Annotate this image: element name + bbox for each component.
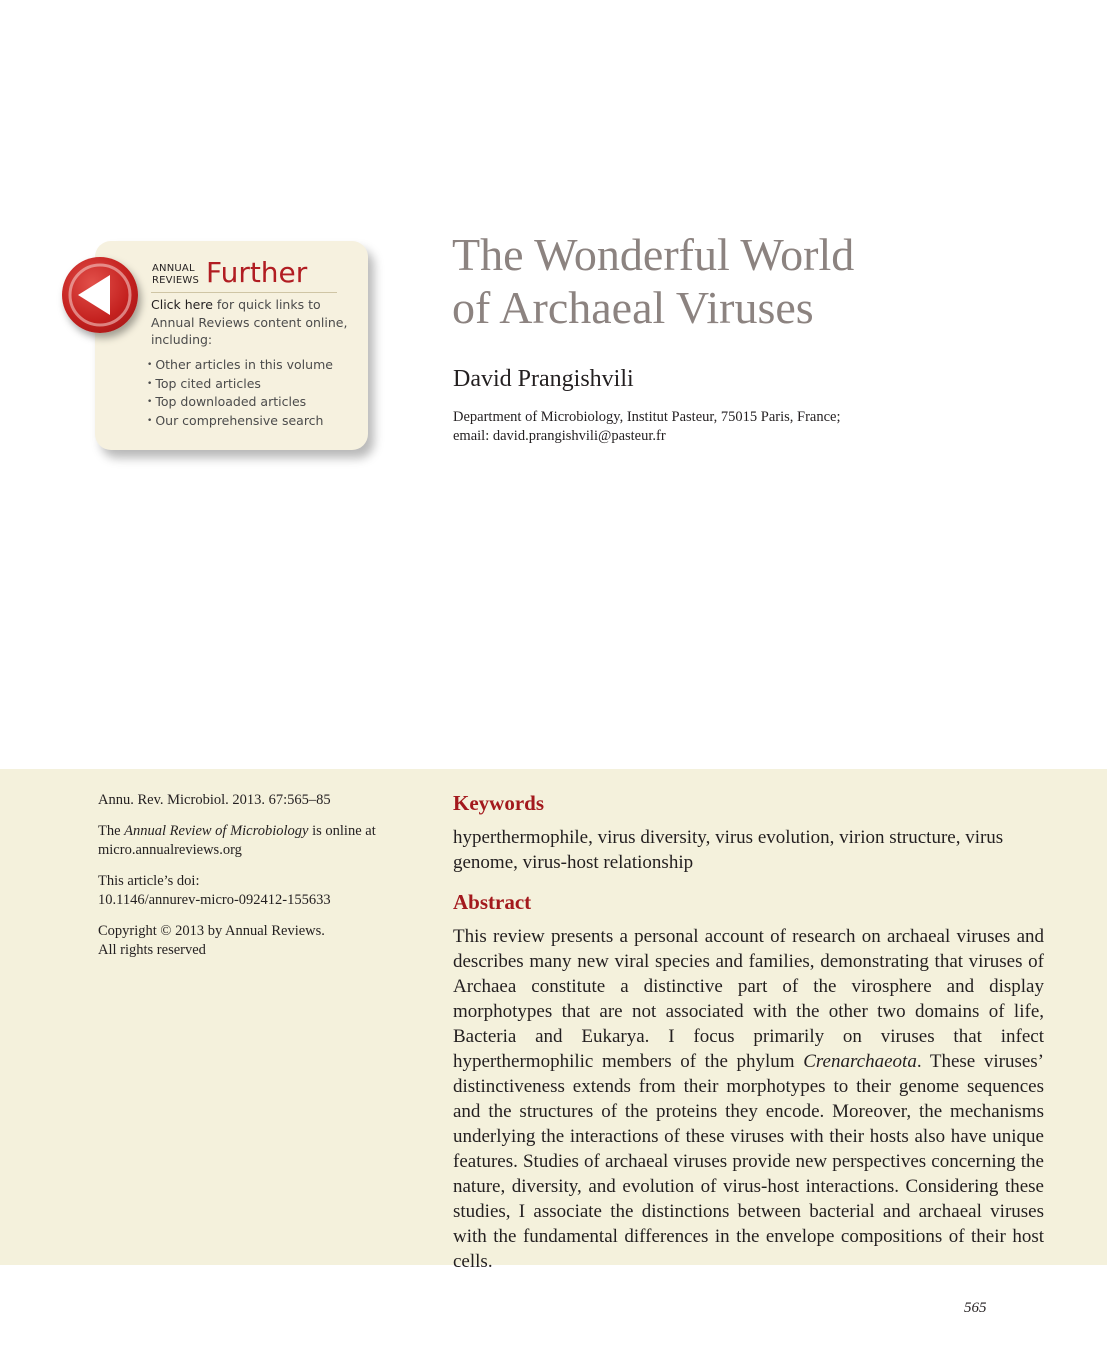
doi-value[interactable]: 10.1146/annurev-micro-092412-155633 [98,892,331,908]
keywords-heading: Keywords [453,791,544,815]
further-heading: Further [206,256,308,289]
page-number: 565 [964,1300,987,1316]
article-metadata [98,791,408,972]
abstract-taxon: Crenarchaeota [803,1051,917,1072]
online-note [98,822,408,861]
further-links-list [147,356,333,430]
back-arrow-icon[interactable] [62,257,138,333]
article-title [452,228,1052,334]
further-divider [151,292,337,293]
journal-name: Annual Review of Microbiology [124,822,309,839]
journal-url[interactable]: micro.annualreviews.org [98,842,242,858]
author-name: David Prangishvili [453,366,634,392]
doi-label: This article’s doi: [98,872,200,889]
abstract-heading: Abstract [453,890,532,914]
further-link-top-cited[interactable]: • Top cited articles [147,375,333,394]
rights-text: All rights reserved [98,942,206,958]
abstract-part-2: . These viruses’ distinctiveness extends from their morphotypes to their genome sequences and the structures of the proteins they encode. Moreover, the mechanisms underlying the interactions of these viruses with their hosts also have unique features. Studies of archaeal viruses provide new perspectives concerning the nature, diversity, and evolution of virus-host interactions. Considering these studies, I associate the distinctions between bacterial and archaeal viruses with the fundamental differences in the envelope compositions of their host cells. [453,1051,1044,1272]
abstract-part-1: This review presents a personal account of research on archaeal viruses and describes many new viral species and families, demonstrating that viruses of Archaea constitute a distinctive part of the virosphere and display morphotypes that are not associated with the other two domains of life, Bacteria and Eukarya. I focus primarily on viruses that infect hyperthermophilic members of the phylum [453,926,1044,1072]
copyright-text: Copyright © 2013 by Annual Reviews. [98,922,325,939]
title-line-1: The Wonderful World [452,229,855,280]
further-description-text: for quick links to Annual Reviews content online, including: [151,297,348,347]
doi-block [98,872,408,911]
further-link-search[interactable]: • Our comprehensive search [147,412,333,431]
brand-line-annual: ANNUAL [152,263,195,274]
online-prefix: The [98,822,125,839]
copyright-block [98,922,408,961]
online-suffix: is online at [308,822,376,839]
brand-line-reviews: REVIEWS [152,275,200,286]
further-link-top-downloaded[interactable]: • Top downloaded articles [147,393,333,412]
abstract-text [453,924,1044,1274]
author-affiliation [453,408,1013,446]
citation: Annu. Rev. Microbiol. 2013. 67:565–85 [98,792,331,808]
author-email: email: david.prangishvili@pasteur.fr [453,428,666,444]
affiliation-text: Department of Microbiology, Institut Pasteur, 75015 Paris, France; [453,409,841,425]
title-line-2: of Archaeal Viruses [452,282,814,333]
further-link-other-articles[interactable]: • Other articles in this volume [147,356,333,375]
annual-reviews-logo [152,263,199,287]
further-description [151,296,351,349]
click-here-link[interactable]: Click here [151,297,213,312]
keywords-text: hyperthermophile, virus diversity, virus evolution, virion structure, virus genome, virus-host relationship [453,827,1004,873]
